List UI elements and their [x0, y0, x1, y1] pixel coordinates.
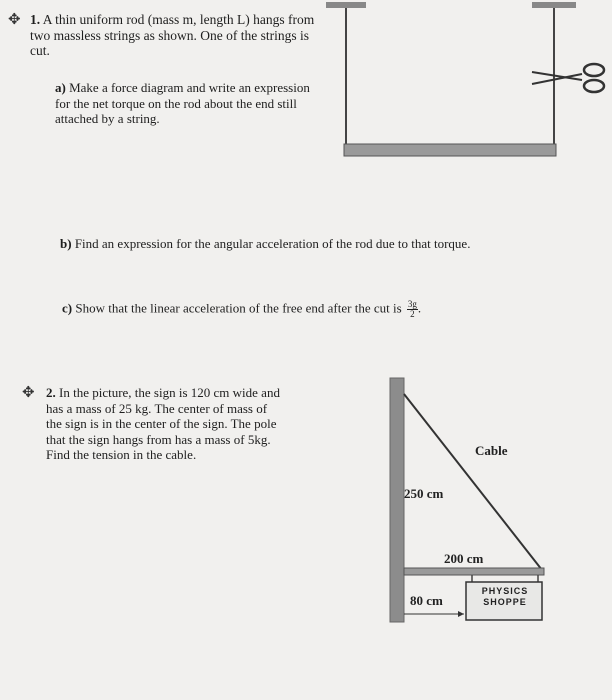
question-1a-label: a) — [55, 80, 66, 95]
question-1b-label: b) — [60, 236, 72, 251]
question-1b-text: Find an expression for the angular acceleration of the rod due to that torque. — [74, 236, 471, 251]
sign-line-2: SHOPPE — [483, 597, 527, 607]
offset-arrowhead — [458, 611, 464, 617]
question-1c-text: Show that the linear acceleration of the free end after the cut is — [75, 300, 402, 316]
rod — [344, 144, 556, 156]
question-1-number: 1. — [30, 12, 41, 27]
fraction-numerator: 3g — [407, 299, 417, 309]
fraction-denominator: 2 — [410, 309, 415, 319]
cable-label: Cable — [475, 443, 508, 458]
question-1b — [60, 236, 470, 252]
acceleration-fraction — [407, 300, 418, 319]
question-1c: c) Show that the linear acceleration of the free end after the cut is $\frac{3g}{2}$ . — [62, 299, 422, 319]
question-2-text: In the picture, the sign is 120 cm wide and has a mass of 25 kg. The center of mass of the sign is in the center of the sign. The pole that the sign hangs from has a mass of 5kg. Find the tension in the cable. — [46, 385, 280, 462]
question-1-marker: ✥ — [8, 12, 21, 28]
beam — [404, 568, 544, 575]
offset-label: 80 cm — [410, 593, 443, 608]
height-label: 250 cm — [404, 486, 444, 501]
left-ceiling-mount — [326, 2, 366, 8]
sign-text — [468, 586, 542, 608]
question-2-marker: ✥ — [22, 385, 35, 401]
width-label: 200 cm — [444, 551, 484, 566]
rod-diagram — [322, 0, 612, 170]
question-2 — [46, 385, 286, 463]
pole — [390, 378, 404, 622]
question-2-number: 2. — [46, 385, 56, 400]
question-1a — [55, 80, 320, 127]
question-1 — [30, 12, 315, 59]
cable — [404, 394, 542, 570]
question-1c-label: c) — [62, 300, 73, 316]
sign-line-1: PHYSICS — [481, 586, 529, 596]
question-1-text: A thin uniform rod (mass m, length L) hangs from two massless strings as shown. One of the strings is cut. — [30, 12, 315, 58]
right-ceiling-mount — [532, 2, 576, 8]
question-1a-text: Make a force diagram and write an expression for the net torque on the rod about the end still attached by a string. — [55, 80, 310, 126]
